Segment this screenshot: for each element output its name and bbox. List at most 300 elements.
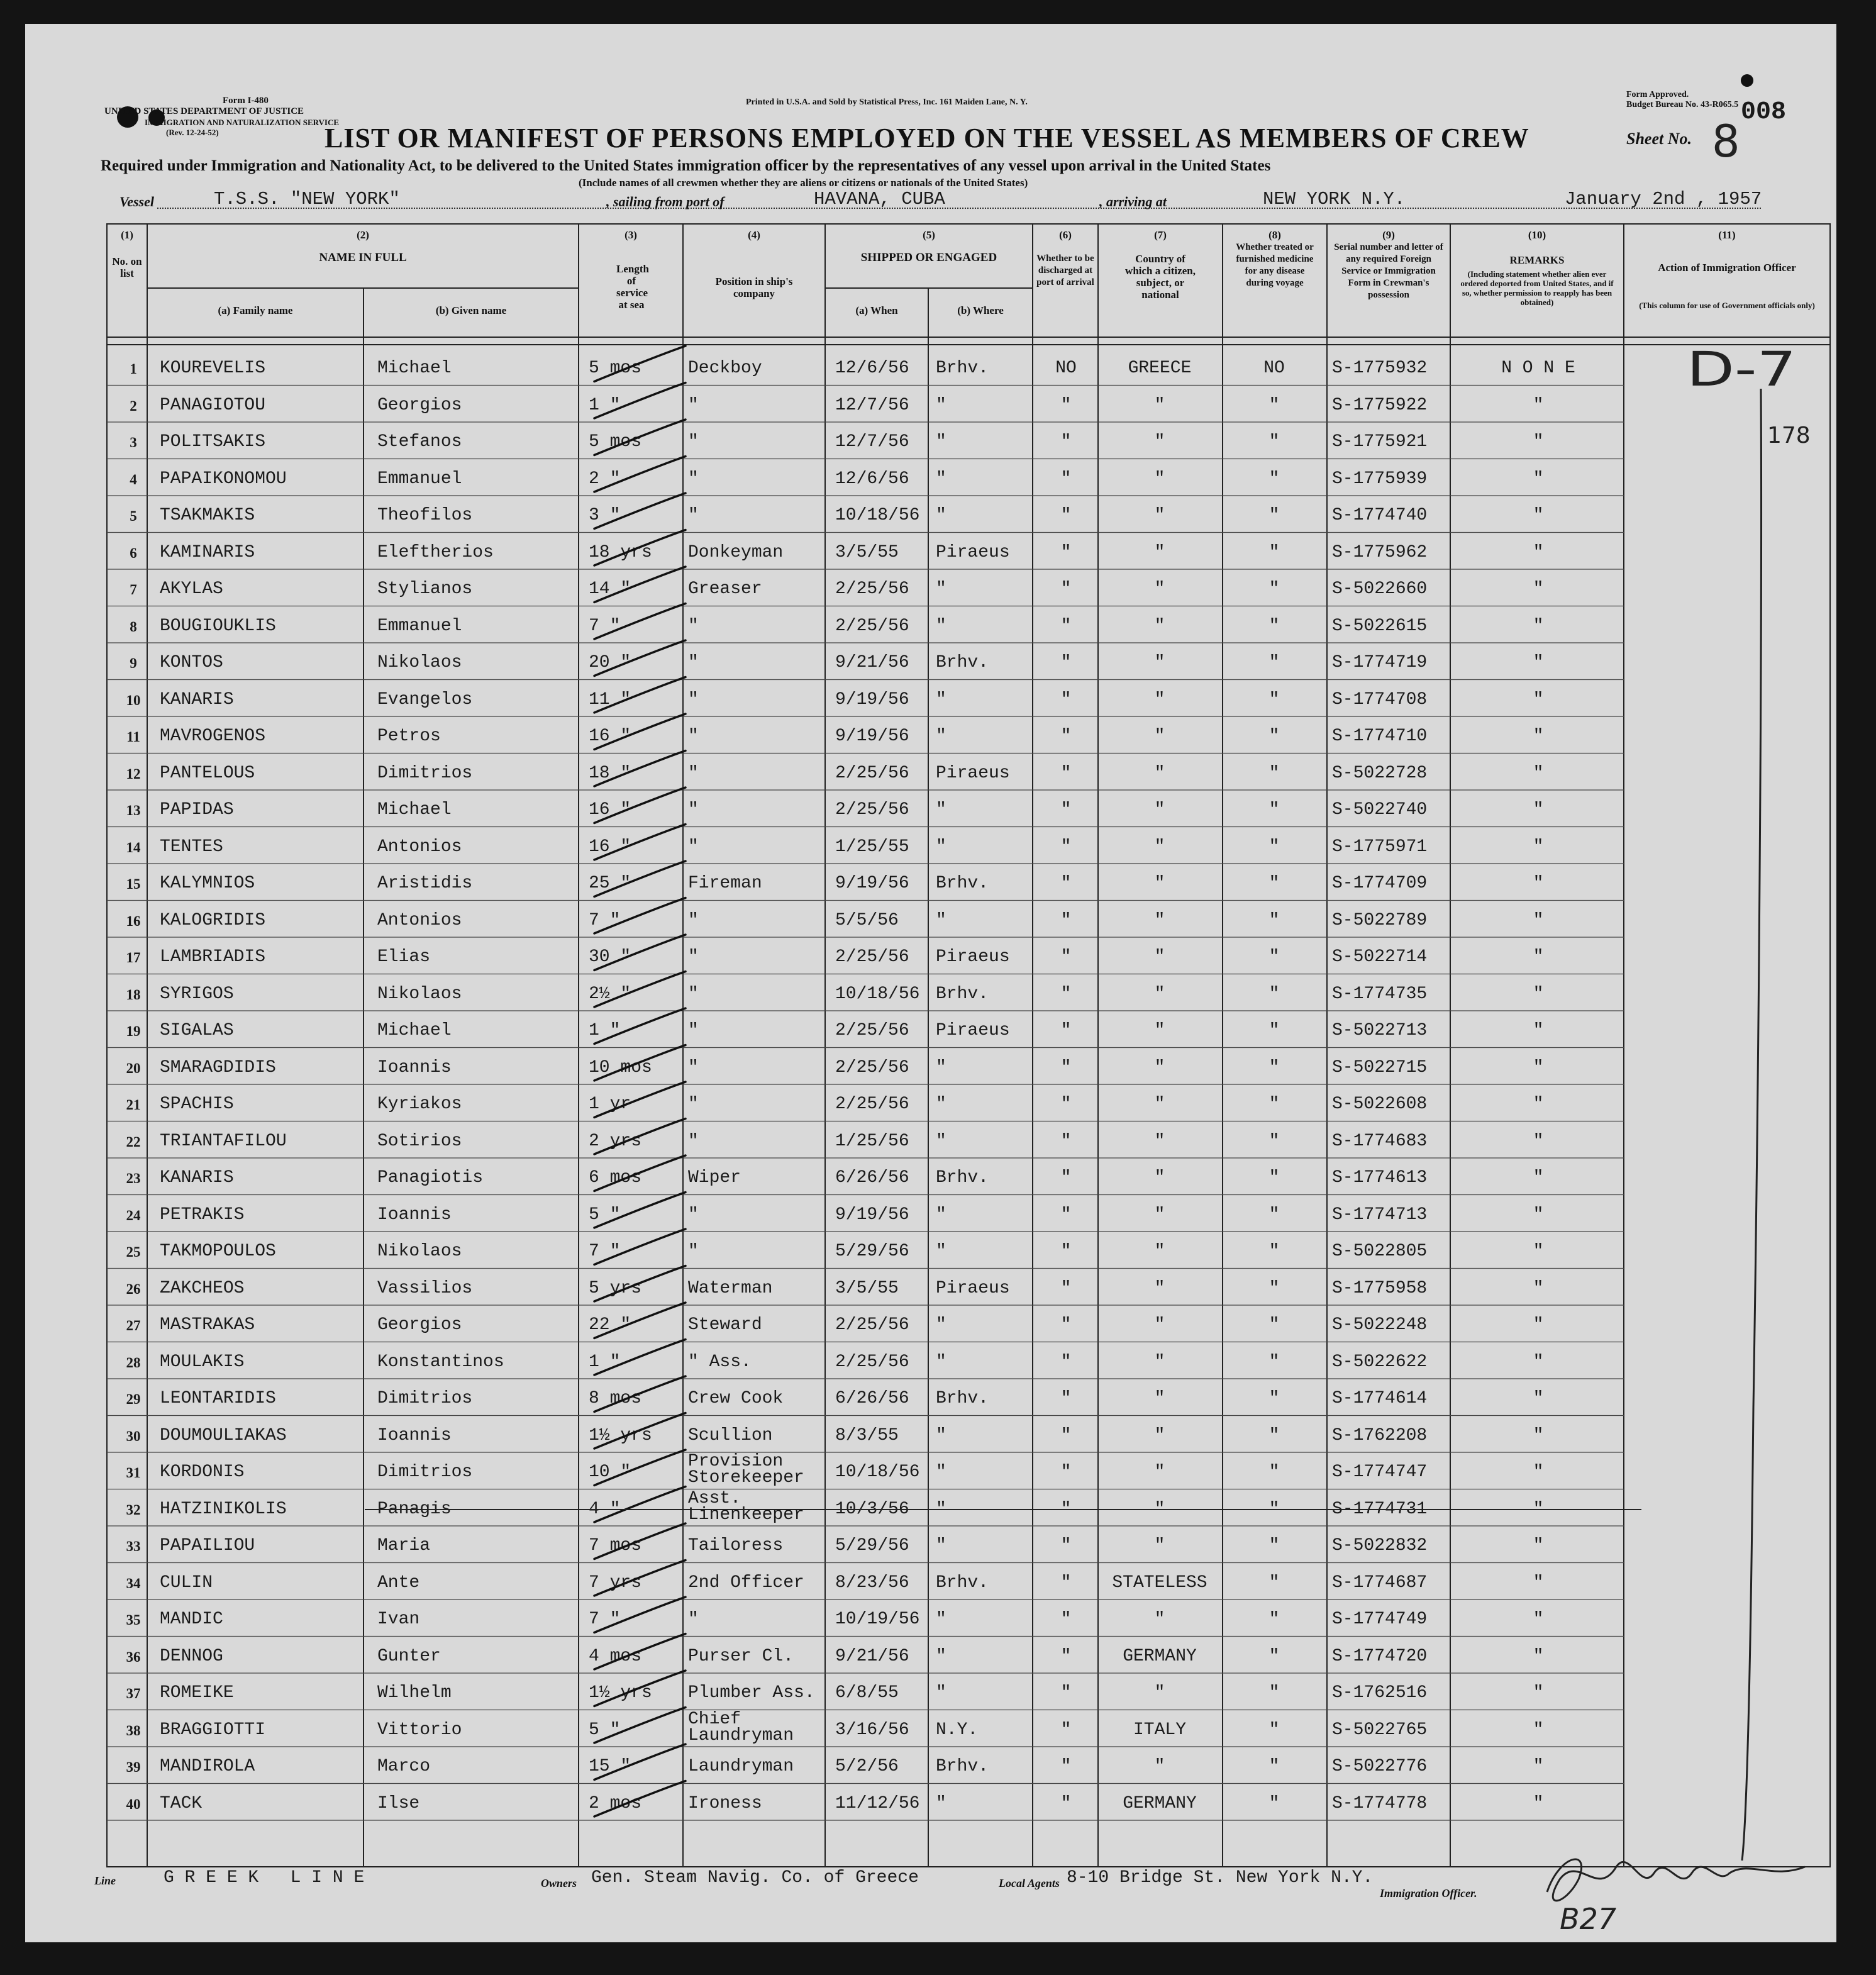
owners-label: Owners <box>541 1877 577 1889</box>
strike-mark <box>594 1450 685 1486</box>
cell-when: 9/19/56 <box>835 689 909 709</box>
cell-position: " <box>688 1057 699 1077</box>
cell-where: " <box>936 837 946 857</box>
cell-remarks: " <box>1533 542 1544 562</box>
cell-serial: S-1774740 <box>1332 506 1428 525</box>
cell-country: " <box>1154 910 1165 930</box>
cell-serial: S-1775958 <box>1332 1278 1428 1298</box>
cell-given: Sotirios <box>377 1131 462 1151</box>
cell-where: " <box>936 1057 946 1077</box>
arriving-label: , arriving at <box>1099 194 1167 209</box>
cell-service: 5 yrs <box>589 1278 642 1298</box>
cell-when: 2/25/56 <box>835 1057 909 1077</box>
cell-service: 1 " <box>589 1021 621 1040</box>
cell-serial: S-1774614 <box>1332 1389 1428 1408</box>
cell-med: " <box>1268 653 1280 672</box>
col4-header: Position in ship's company <box>715 275 793 299</box>
cell-disch: " <box>1060 1462 1072 1482</box>
cell-service: 20 " <box>589 653 631 672</box>
col1-header: No. on list <box>112 255 142 279</box>
cell-med: " <box>1268 469 1280 489</box>
cell-serial: S-1762516 <box>1332 1683 1428 1703</box>
arrival-port: NEW YORK N.Y. <box>1263 189 1406 209</box>
cell-no: 35 <box>126 1612 141 1628</box>
vessel-name: T.S.S. "NEW YORK" <box>214 189 400 209</box>
printer-line: Printed in U.S.A. and Sold by Statistical Press, Inc. 161 Maiden Lane, N. Y. <box>746 97 1028 107</box>
line-label: Line <box>94 1874 116 1887</box>
col4-number: (4) <box>748 229 760 241</box>
strike-marks <box>25 24 1836 1942</box>
cell-serial: S-5022615 <box>1332 616 1428 636</box>
cell-family: KAMINARIS <box>160 542 255 562</box>
cell-when: 5/2/56 <box>835 1757 899 1776</box>
cell-no: 29 <box>126 1391 141 1407</box>
col1-number: (1) <box>121 229 133 241</box>
cell-family: KALYMNIOS <box>160 874 255 893</box>
cell-med: " <box>1268 1131 1280 1151</box>
strike-mark <box>594 1045 685 1081</box>
cell-given: Evangelos <box>377 689 473 709</box>
cell-family: TSAKMAKIS <box>160 506 255 525</box>
cell-when: 2/25/56 <box>835 616 909 636</box>
cell-service: 25 " <box>589 874 631 893</box>
cell-country: " <box>1154 1352 1165 1372</box>
cell-serial: S-5022713 <box>1332 1021 1428 1040</box>
cell-serial: S-1774613 <box>1332 1168 1428 1188</box>
cell-given: Stylianos <box>377 579 473 599</box>
cell-given: Wilhelm <box>377 1683 452 1703</box>
cell-where: Piraeus <box>936 1278 1010 1298</box>
cell-remarks: " <box>1533 653 1544 672</box>
cell-service: 1 yr <box>589 1094 631 1114</box>
cell-serial: S-5022805 <box>1332 1242 1428 1261</box>
cell-serial: S-5022776 <box>1332 1757 1428 1776</box>
strike-mark <box>594 1561 685 1596</box>
form-number: Form I-480 <box>223 96 269 106</box>
cell-med: " <box>1268 1242 1280 1261</box>
cell-remarks: " <box>1533 1462 1544 1482</box>
bottom-initials: B27 <box>1560 1902 1617 1936</box>
cell-given: Stefanos <box>377 432 462 452</box>
cell-family: ZAKCHEOS <box>160 1278 245 1298</box>
cell-family: SIGALAS <box>160 1021 234 1040</box>
cell-service: 7 " <box>589 616 621 636</box>
cell-med: " <box>1268 1204 1280 1225</box>
cell-where: Brhv. <box>936 653 989 672</box>
strike-mark <box>594 1744 685 1780</box>
cell-given: Vassilios <box>377 1278 473 1298</box>
cell-remarks: " <box>1533 1646 1544 1666</box>
cell-country: GERMANY <box>1123 1793 1197 1813</box>
strike-mark <box>594 1597 685 1633</box>
strike-mark <box>594 1781 685 1817</box>
cell-family: TENTES <box>160 837 223 857</box>
cell-service: 3 " <box>589 506 621 525</box>
strike-mark <box>594 1413 685 1449</box>
cell-no: 31 <box>126 1465 141 1481</box>
cell-disch: " <box>1060 542 1072 562</box>
cell-med: " <box>1268 837 1280 857</box>
cell-med: " <box>1268 1389 1280 1408</box>
cell-med: " <box>1268 763 1280 783</box>
cell-remarks: " <box>1533 1683 1544 1703</box>
cell-service: 1½ yrs <box>589 1425 652 1445</box>
cell-med: " <box>1268 1462 1280 1482</box>
cell-med: NO <box>1263 359 1285 378</box>
cell-where: " <box>936 469 946 489</box>
cell-position: " <box>688 763 699 783</box>
cell-when: 2/25/56 <box>835 947 909 967</box>
owners: Gen. Steam Navig. Co. of Greece <box>591 1868 919 1888</box>
cell-position: Fireman <box>688 874 762 893</box>
cell-where: Piraeus <box>936 763 1010 783</box>
cell-serial: S-5022832 <box>1332 1536 1428 1555</box>
cell-no: 9 <box>130 655 137 671</box>
cell-when: 10/18/56 <box>835 506 920 525</box>
col10-header: REMARKS <box>1509 254 1565 266</box>
vessel-label: Vessel <box>119 194 154 209</box>
col3-number: (3) <box>624 229 637 241</box>
cell-position: " <box>688 1021 699 1040</box>
cell-family: CULIN <box>160 1572 213 1593</box>
cell-med: " <box>1268 1683 1280 1703</box>
cell-position: " <box>688 432 699 452</box>
cell-disch: " <box>1060 763 1072 783</box>
cell-disch: " <box>1060 1204 1072 1225</box>
cell-no: 11 <box>126 729 140 745</box>
cell-no: 30 <box>126 1428 141 1444</box>
cell-where: " <box>936 395 946 415</box>
cell-position: 2nd Officer <box>688 1572 804 1593</box>
col2b-header: (b) Given name <box>435 304 507 316</box>
sheet-number: 008 <box>1741 98 1787 126</box>
cell-disch: " <box>1060 1389 1072 1408</box>
cell-given: Antonios <box>377 910 462 930</box>
cell-med: " <box>1268 1021 1280 1040</box>
cell-disch: " <box>1060 1242 1072 1261</box>
cell-when: 3/5/55 <box>835 542 899 562</box>
cell-family: AKYLAS <box>160 579 223 599</box>
cell-med: " <box>1268 1425 1280 1445</box>
cell-service: 10 mos <box>589 1057 652 1077</box>
cell-when: 5/29/56 <box>835 1242 909 1261</box>
cell-service: 15 " <box>589 1757 631 1776</box>
cell-when: 11/12/56 <box>835 1793 920 1813</box>
cell-disch: " <box>1060 579 1072 599</box>
cell-where: " <box>936 1462 946 1482</box>
cell-country: " <box>1154 542 1165 562</box>
cell-given: Dimitrios <box>377 1462 473 1482</box>
cell-when: 2/25/56 <box>835 1352 909 1372</box>
cell-disch: " <box>1060 616 1072 636</box>
cell-serial: S-5022728 <box>1332 763 1428 783</box>
cell-med: " <box>1268 1352 1280 1372</box>
strike-mark <box>594 972 685 1008</box>
cell-med: " <box>1268 1315 1280 1335</box>
cell-service: 18 " <box>589 763 631 783</box>
cell-given: Vittorio <box>377 1720 462 1740</box>
col2-header: NAME IN FULL <box>319 251 407 264</box>
cell-where: Piraeus <box>936 1021 1010 1040</box>
cell-country: " <box>1154 1168 1165 1188</box>
cell-med: " <box>1268 1793 1280 1813</box>
cell-where: " <box>936 1793 946 1813</box>
cell-med: " <box>1268 1610 1280 1629</box>
cell-remarks: " <box>1533 1242 1544 1261</box>
cell-no: 28 <box>126 1354 141 1371</box>
cell-position: " <box>688 1131 699 1151</box>
cell-serial: S-1775921 <box>1332 432 1428 452</box>
cell-serial: S-5022789 <box>1332 910 1428 930</box>
cell-when: 12/6/56 <box>835 359 909 378</box>
cell-remarks: " <box>1533 1425 1544 1445</box>
cell-med: " <box>1268 1536 1280 1555</box>
cell-where: Brhv. <box>936 359 989 378</box>
cell-country: " <box>1154 1021 1165 1040</box>
cell-serial: S-1774683 <box>1332 1131 1428 1151</box>
cell-family: PETRAKIS <box>160 1204 245 1225</box>
cell-when: 12/7/56 <box>835 432 909 452</box>
cell-position: Provision Storekeeper <box>688 1452 804 1488</box>
strike-mark <box>594 1229 685 1265</box>
cell-no: 4 <box>130 471 137 487</box>
cell-given: Konstantinos <box>377 1352 504 1372</box>
cell-service: 16 " <box>589 726 631 746</box>
cell-med: " <box>1268 1757 1280 1776</box>
col6-header: Whether to be discharged at port of arrival <box>1036 253 1094 287</box>
cell-where: Brhv. <box>936 1572 989 1593</box>
cell-remarks: " <box>1533 726 1544 746</box>
service-name: IMMIGRATION AND NATURALIZATION SERVICE <box>145 118 340 127</box>
cell-given: Elias <box>377 947 431 967</box>
cell-where: Piraeus <box>936 947 1010 967</box>
cell-remarks: " <box>1533 1021 1544 1040</box>
cell-given: Panagis <box>377 1499 452 1519</box>
cell-service: 16 " <box>589 837 631 857</box>
cell-where: " <box>936 1204 946 1225</box>
cell-family: MAVROGENOS <box>160 726 266 746</box>
strike-mark <box>594 935 685 971</box>
cell-serial: S-1775932 <box>1332 359 1428 378</box>
cell-serial: S-1774735 <box>1332 984 1428 1004</box>
cell-med: " <box>1268 1278 1280 1298</box>
cell-position: " <box>688 506 699 525</box>
cell-country: " <box>1154 1057 1165 1077</box>
cell-where: " <box>936 1536 946 1555</box>
cell-position: " <box>688 689 699 709</box>
strike-mark <box>594 1008 685 1044</box>
cell-family: TAKMOPOULOS <box>160 1242 276 1261</box>
cell-where: " <box>936 1315 946 1335</box>
cell-remarks: " <box>1533 800 1544 820</box>
cell-remarks: " <box>1533 1057 1544 1077</box>
cell-med: " <box>1268 874 1280 893</box>
cell-country: GREECE <box>1128 359 1192 378</box>
cell-family: DOUMOULIAKAS <box>160 1425 287 1445</box>
cell-no: 10 <box>126 692 141 708</box>
cell-no: 17 <box>126 950 141 965</box>
cell-when: 2/25/56 <box>835 1315 909 1335</box>
strike-mark <box>594 1340 685 1376</box>
cell-when: 12/7/56 <box>835 395 909 415</box>
cell-position: " <box>688 1242 699 1261</box>
revision: (Rev. 12-24-52) <box>166 128 219 137</box>
cell-disch: " <box>1060 1352 1072 1372</box>
cell-service: 1½ yrs <box>589 1683 652 1703</box>
cell-remarks: N O N E <box>1501 359 1575 378</box>
cell-disch: " <box>1060 1278 1072 1298</box>
cell-position: " <box>688 469 699 489</box>
cell-med: " <box>1268 506 1280 525</box>
cell-service: 8 mos <box>589 1389 642 1408</box>
cell-country: " <box>1154 579 1165 599</box>
manifest-note: (Include names of all crewmen whether they are aliens or citizens or nationals of the United States) <box>579 177 1028 189</box>
cell-med: " <box>1268 1499 1280 1519</box>
cell-given: Theofilos <box>377 506 473 525</box>
cell-disch: " <box>1060 653 1072 672</box>
cell-no: 39 <box>126 1759 141 1775</box>
cell-service: 18 yrs <box>589 542 652 562</box>
cell-where: Brhv. <box>936 984 989 1004</box>
cell-serial: S-5022714 <box>1332 947 1428 967</box>
strike-mark <box>594 1708 685 1744</box>
cell-serial: S-1774719 <box>1332 653 1428 672</box>
col11-number: (11) <box>1718 229 1736 241</box>
cell-position: Greaser <box>688 579 762 599</box>
cell-service: 1 " <box>589 1352 621 1372</box>
cell-no: 15 <box>126 876 141 892</box>
cell-family: DENNOG <box>160 1646 223 1666</box>
cell-no: 40 <box>126 1796 141 1812</box>
budget-bureau: Budget Bureau No. 43-R065.5 <box>1626 100 1739 109</box>
cell-family: TRIANTAFILOU <box>160 1131 287 1151</box>
cell-disch: " <box>1060 1720 1072 1740</box>
cell-given: Maria <box>377 1536 431 1555</box>
strike-mark <box>594 861 685 897</box>
cell-service: 7 yrs <box>589 1572 642 1593</box>
cell-remarks: " <box>1533 689 1544 709</box>
strike-mark <box>594 457 685 492</box>
cell-service: 14 " <box>589 579 631 599</box>
cell-where: Brhv. <box>936 1168 989 1188</box>
cell-position: Ironess <box>688 1793 762 1813</box>
cell-where: " <box>936 689 946 709</box>
cell-serial: S-1775922 <box>1332 395 1428 415</box>
cell-service: 5 " <box>589 1720 621 1740</box>
manifest-subtitle: Required under Immigration and Nationality Act, to be delivered to the United States immigration officer by the representatives of any vessel upon arrival in the United States <box>101 157 1271 174</box>
strike-mark <box>594 1082 685 1118</box>
col8-number: (8) <box>1268 229 1281 241</box>
cell-where: Brhv. <box>936 874 989 893</box>
cell-med: " <box>1268 1720 1280 1740</box>
cell-position: Scullion <box>688 1425 773 1445</box>
sailing-label: , sailing from port of <box>606 194 724 209</box>
cell-disch: NO <box>1055 359 1077 378</box>
cell-no: 19 <box>126 1023 141 1039</box>
cell-disch: " <box>1060 1610 1072 1629</box>
cell-when: 5/5/56 <box>835 910 899 930</box>
cell-when: 1/25/55 <box>835 837 909 857</box>
cell-med: " <box>1268 1168 1280 1188</box>
cell-remarks: " <box>1533 616 1544 636</box>
cell-given: Emmanuel <box>377 469 462 489</box>
cell-where: " <box>936 1499 946 1519</box>
cell-when: 9/19/56 <box>835 726 909 746</box>
cell-service: 7 mos <box>589 1536 642 1555</box>
cell-remarks: " <box>1533 837 1544 857</box>
strike-mark <box>594 1671 685 1706</box>
cell-family: ROMEIKE <box>160 1683 234 1703</box>
cell-given: Panagiotis <box>377 1168 484 1188</box>
cell-position: " <box>688 726 699 746</box>
cell-remarks: " <box>1533 1131 1544 1151</box>
col9-number: (9) <box>1382 229 1395 241</box>
cell-remarks: " <box>1533 947 1544 967</box>
cell-disch: " <box>1060 800 1072 820</box>
cell-where: " <box>936 1683 946 1703</box>
cell-no: 6 <box>130 545 137 561</box>
sheet-number-handwritten: 8 <box>1712 116 1740 167</box>
col11-subheader: (This column for use of Government officials only) <box>1639 301 1815 310</box>
manifest-title: LIST OR MANIFEST OF PERSONS EMPLOYED ON THE VESSEL AS MEMBERS OF CREW <box>325 123 1529 153</box>
cell-family: BOUGIOUKLIS <box>160 616 276 636</box>
cell-disch: " <box>1060 1499 1072 1519</box>
cell-med: " <box>1268 1057 1280 1077</box>
cell-given: Georgios <box>377 395 462 415</box>
col10-number: (10) <box>1528 229 1546 241</box>
cell-med: " <box>1268 726 1280 746</box>
cell-disch: " <box>1060 726 1072 746</box>
cell-position: " <box>688 1094 699 1114</box>
cell-disch: " <box>1060 1683 1072 1703</box>
col5a-header: (a) When <box>855 304 898 316</box>
cell-no: 27 <box>126 1318 141 1333</box>
cell-given: Michael <box>377 1021 452 1040</box>
strike-mark <box>594 787 685 823</box>
cell-when: 6/26/56 <box>835 1168 909 1188</box>
cell-disch: " <box>1060 837 1072 857</box>
manifest-sheet <box>25 24 1836 1942</box>
cell-family: MANDIROLA <box>160 1757 255 1776</box>
cell-country: " <box>1154 1278 1165 1298</box>
cell-when: 10/3/56 <box>835 1499 909 1519</box>
cell-position: " <box>688 800 699 820</box>
strike-mark <box>594 1523 685 1559</box>
cell-given: Ioannis <box>377 1425 452 1445</box>
cell-when: 3/16/56 <box>835 1720 909 1740</box>
cell-no: 24 <box>126 1207 141 1223</box>
cell-where: " <box>936 1425 946 1445</box>
cell-when: 5/29/56 <box>835 1536 909 1555</box>
cell-family: SMARAGDIDIS <box>160 1057 276 1077</box>
cell-when: 2/25/56 <box>835 579 909 599</box>
cell-no: 12 <box>126 765 141 782</box>
cell-given: Georgios <box>377 1315 462 1335</box>
cell-disch: " <box>1060 1057 1072 1077</box>
cell-med: " <box>1268 542 1280 562</box>
cell-country: " <box>1154 1536 1165 1555</box>
cell-position: Purser Cl. <box>688 1646 794 1666</box>
strike-mark <box>594 604 685 640</box>
cell-disch: " <box>1060 506 1072 525</box>
cell-family: KALOGRIDIS <box>160 910 266 930</box>
cell-where: " <box>936 1352 946 1372</box>
cell-position: Crew Cook <box>688 1389 784 1408</box>
cell-remarks: " <box>1533 1315 1544 1335</box>
cell-where: " <box>936 910 946 930</box>
cell-position: " <box>688 653 699 672</box>
cell-when: 1/25/56 <box>835 1131 909 1151</box>
